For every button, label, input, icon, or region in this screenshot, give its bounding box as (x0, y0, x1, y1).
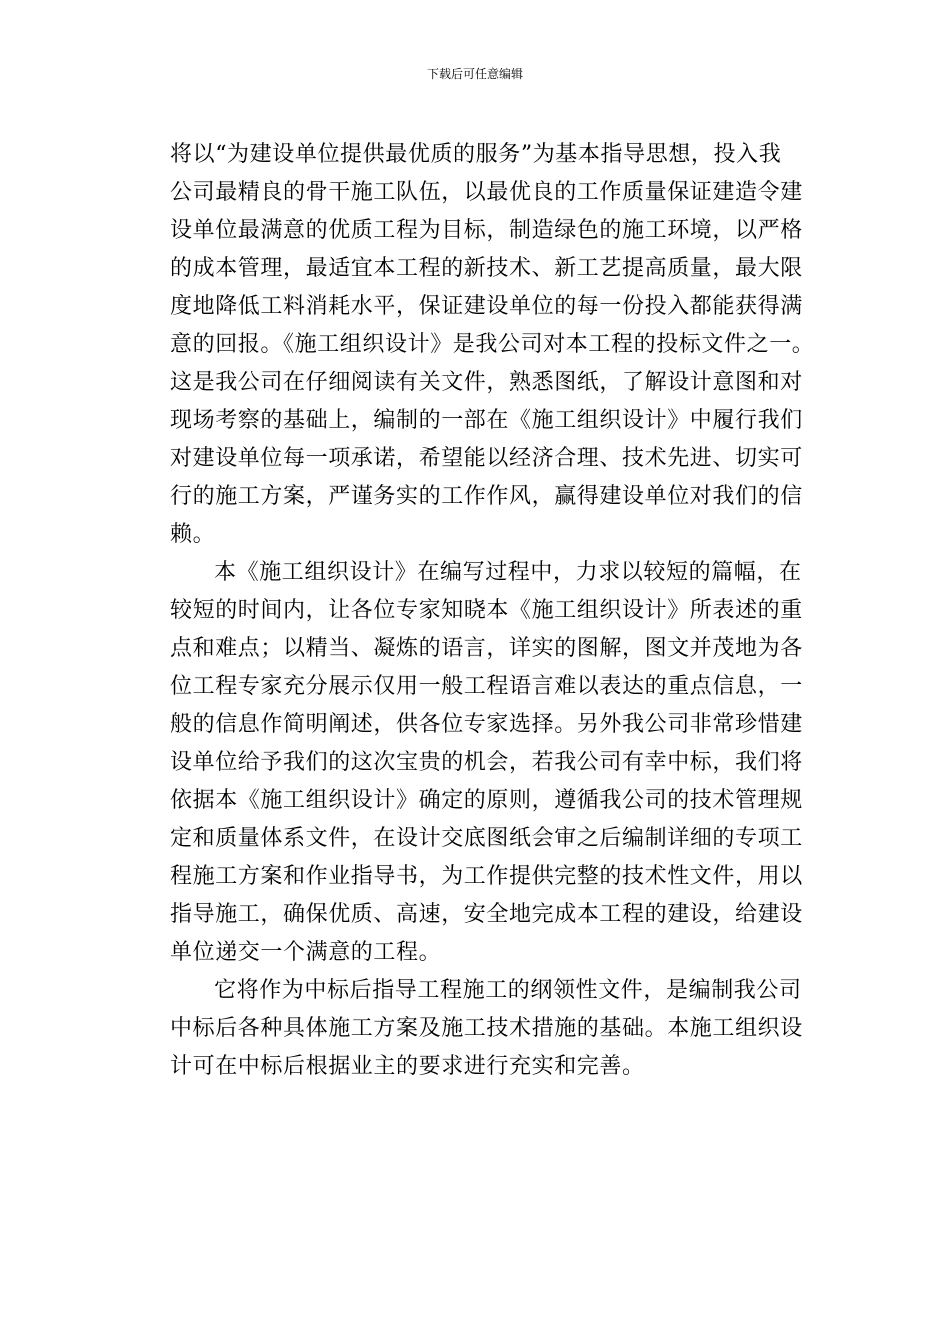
text-line: 计可在中标后根据业主的要求进行充实和完善。 (170, 1054, 645, 1079)
paragraph-2 (170, 554, 810, 972)
text-line: 设单位给予我们的这次宝贵的机会，若我公司有幸中标，我们将 (170, 750, 803, 775)
text-line: 位工程专家充分展示仅用一般工程语言难以表达的重点信息，一 (170, 674, 803, 699)
text-line: 现场考察的基础上，编制的一部在《施工组织设计》中履行我们 (170, 408, 803, 433)
text-line: 它将作为中标后指导工程施工的纲领性文件，是编制我公司 (214, 978, 802, 1003)
text-line: 程施工方案和作业指导书，为工作提供完整的技术性文件，用以 (170, 864, 803, 889)
text-line: 将以“为建设单位提供最优质的服务”为基本指导思想，投入我 (170, 142, 782, 167)
text-line: 行的施工方案，严谨务实的工作作风，赢得建设单位对我们的信 (170, 484, 803, 509)
page-header: 下载后可任意编辑 (426, 67, 523, 81)
text-line: 本《施工组织设计》在编写过程中，力求以较短的篇幅，在 (214, 560, 802, 585)
text-line: 指导施工，确保优质、高速，安全地完成本工程的建设，给建设 (170, 902, 803, 927)
text-line: 定和质量体系文件，在设计交底图纸会审之后编制详细的专项工 (170, 826, 803, 851)
text-line: 公司最精良的骨干施工队伍，以最优良的工作质量保证建造令建 (170, 180, 803, 205)
text-line: 对建设单位每一项承诺，希望能以经济合理、技术先进、切实可 (170, 446, 803, 471)
text-line: 依据本《施工组织设计》确定的原则，遵循我公司的技术管理规 (170, 788, 803, 813)
text-line: 中标后各种具体施工方案及施工技术措施的基础。本施工组织设 (170, 1016, 803, 1041)
document-body (170, 136, 815, 1086)
text-line: 较短的时间内，让各位专家知晓本《施工组织设计》所表述的重 (170, 598, 803, 623)
paragraph-3 (170, 972, 810, 1086)
text-line: 设单位最满意的优质工程为目标，制造绿色的施工环境，以严格 (170, 218, 803, 243)
text-line: 单位递交一个满意的工程。 (170, 940, 442, 965)
text-line: 赖。 (170, 522, 216, 547)
text-line: 般的信息作简明阐述，供各位专家选择。另外我公司非常珍惜建 (170, 712, 803, 737)
text-line: 点和难点；以精当、凝炼的语言，详实的图解，图文并茂地为各 (170, 636, 803, 661)
text-line: 意的回报。《施工组织设计》是我公司对本工程的投标文件之一。 (170, 332, 815, 357)
text-line: 的成本管理，最适宜本工程的新技术、新工艺提高质量，最大限 (170, 256, 803, 281)
text-line: 度地降低工料消耗水平，保证建设单位的每一份投入都能获得满 (170, 294, 803, 319)
text-line: 这是我公司在仔细阅读有关文件，熟悉图纸，了解设计意图和对 (170, 370, 803, 395)
paragraph-1 (170, 136, 815, 554)
